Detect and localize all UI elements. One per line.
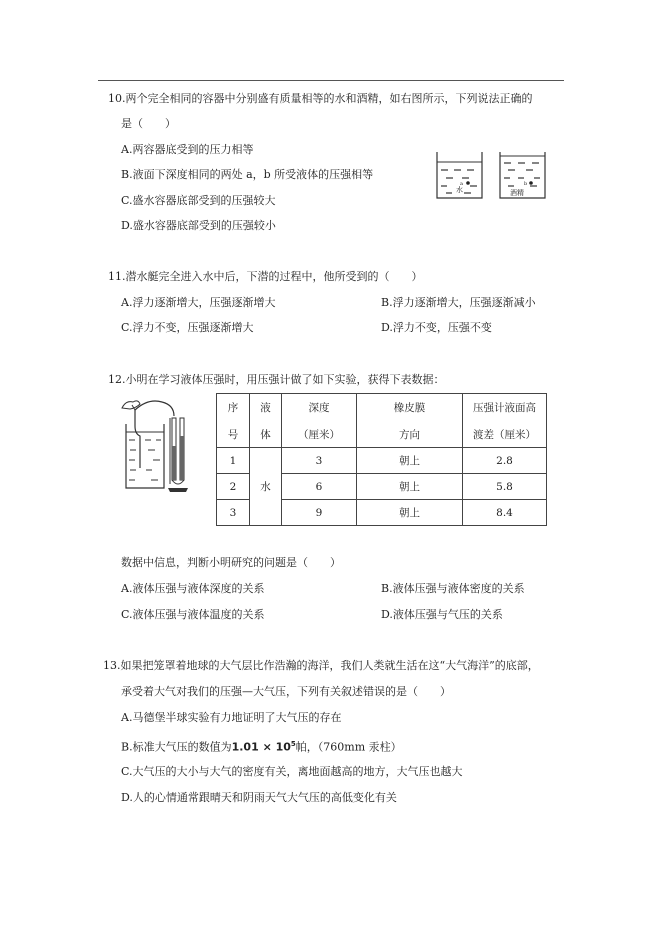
- q13-stem-line2: 承受着大气对我们的压强—大气压，下列有关叙述错误的是（ ）: [121, 685, 451, 698]
- q12-option-d[interactable]: D.液体压强与气压的关系: [381, 608, 503, 621]
- label-alcohol: 酒精: [510, 189, 524, 197]
- cell-no: 3: [217, 500, 250, 526]
- header-diff: 压强计液面高 渡差（厘米）: [463, 394, 547, 448]
- q11-option-a[interactable]: A.浮力逐渐增大，压强逐渐增大: [121, 296, 276, 309]
- q11-option-d[interactable]: D.浮力不变，压强不变: [381, 321, 492, 334]
- q10-option-a[interactable]: A.两容器底受到的压力相等: [121, 143, 254, 156]
- cell-direction: 朝上: [357, 448, 463, 474]
- q12-option-c[interactable]: C.液体压强与液体温度的关系: [121, 608, 265, 621]
- table-row: [217, 448, 547, 474]
- q13-option-b-suffix: 帕，（760mm 汞柱）: [295, 740, 402, 754]
- cell-direction: 朝上: [357, 474, 463, 500]
- standard-pressure-exponent: 5: [290, 740, 296, 748]
- point-b-label: b: [524, 181, 528, 187]
- q10-stem-line2: 是（ ）: [121, 117, 176, 130]
- header-rule: [98, 80, 564, 81]
- q12-option-a[interactable]: A.液体压强与液体深度的关系: [121, 582, 265, 595]
- label-water: 水: [456, 186, 463, 194]
- q10-option-b[interactable]: B.液面下深度相同的两处 a，b 所受液体的压强相等: [121, 168, 374, 181]
- experiment-table: [216, 393, 547, 526]
- q10-option-c[interactable]: C.盛水容器底部受到的压强较大: [121, 194, 276, 207]
- standard-pressure-value: 1.01 × 10: [231, 740, 291, 754]
- header-direction: 橡皮膜 方向: [357, 394, 463, 448]
- cell-depth: 9: [282, 500, 357, 526]
- point-a-label: a: [460, 181, 463, 187]
- q10-option-d[interactable]: D.盛水容器底部受到的压强较小: [121, 219, 276, 232]
- header-depth: 深度 （厘米）: [282, 394, 357, 448]
- cell-no: 2: [217, 474, 250, 500]
- q11-option-b[interactable]: B.浮力逐渐增大，压强逐渐减小: [381, 296, 536, 309]
- q12-followup: 数据中信息，判断小明研究的问题是（ ）: [121, 556, 341, 569]
- cell-no: 1: [217, 448, 250, 474]
- two-containers-figure: [432, 150, 550, 205]
- q12-option-b[interactable]: B.液体压强与液体密度的关系: [381, 582, 525, 595]
- q13-stem-line1: 13.如果把笼罩着地球的大气层比作浩瀚的海洋，我们人类就生活在这“大气海洋”的底部，: [103, 659, 539, 672]
- cell-liquid: 水: [250, 448, 282, 526]
- cell-diff: 8.4: [463, 500, 547, 526]
- cell-depth: 3: [282, 448, 357, 474]
- header-liquid: 液 体: [250, 394, 282, 448]
- header-no: 序 号: [217, 394, 250, 448]
- q13-option-b[interactable]: [121, 737, 402, 755]
- q10-stem-line1: 10.两个完全相同的容器中分别盛有质量相等的水和酒精，如右图所示，下列说法正确的: [108, 92, 533, 105]
- cell-diff: 2.8: [463, 448, 547, 474]
- q13-option-c[interactable]: C.大气压的大小与大气的密度有关，离地面越高的地方，大气压也越大: [121, 765, 463, 778]
- cell-diff: 5.8: [463, 474, 547, 500]
- q12-stem: 12.小明在学习液体压强时，用压强计做了如下实验，获得下表数据：: [108, 373, 445, 386]
- cell-direction: 朝上: [357, 500, 463, 526]
- q13-option-d[interactable]: D.人的心情通常跟晴天和阴雨天气大气压的高低变化有关: [121, 791, 397, 804]
- q11-option-c[interactable]: C.浮力不变，压强逐渐增大: [121, 321, 254, 334]
- q13-option-a[interactable]: A.马德堡半球实验有力地证明了大气压的存在: [121, 711, 342, 724]
- q13-option-b-prefix: B.标准大气压的数值为: [121, 740, 232, 754]
- q11-stem: 11.潜水艇完全进入水中后，下潜的过程中，他所受到的（ ）: [108, 270, 423, 283]
- pressure-gauge-figure: [118, 396, 190, 496]
- cell-depth: 6: [282, 474, 357, 500]
